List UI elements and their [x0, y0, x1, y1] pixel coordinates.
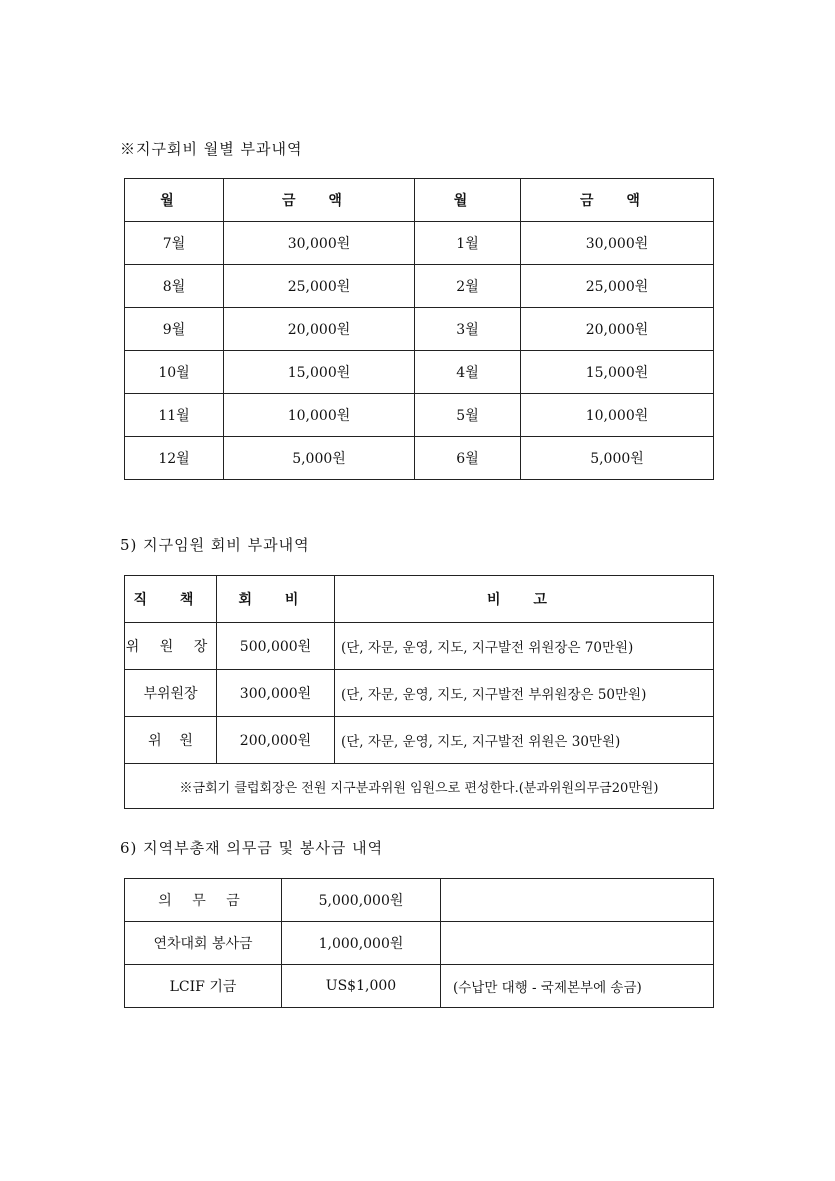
- header-amount: 금 액: [521, 179, 714, 222]
- cell-amount: 15,000원: [521, 351, 714, 394]
- table-footnote-row: [125, 764, 714, 809]
- table-row: [125, 879, 714, 922]
- cell-remarks: [441, 922, 714, 965]
- section1-title: ※지구회비 월별 부과내역: [120, 140, 303, 158]
- cell-fee: 300,000원: [217, 670, 335, 717]
- header-remarks: 비 고: [335, 576, 714, 623]
- cell-position: 위 원: [125, 717, 217, 764]
- cell-amount: 10,000원: [521, 394, 714, 437]
- cell-month: 11월: [125, 394, 224, 437]
- header-fee: 회 비: [217, 576, 335, 623]
- cell-amount: 15,000원: [224, 351, 415, 394]
- cell-remarks: [441, 879, 714, 922]
- cell-amount: 25,000원: [521, 265, 714, 308]
- cell-item: LCIF 기금: [125, 965, 282, 1008]
- cell-fee: 500,000원: [217, 623, 335, 670]
- table-row: [125, 623, 714, 670]
- table-row: [125, 351, 714, 394]
- regional-fee-table: [124, 878, 714, 1008]
- cell-month: 6월: [415, 437, 521, 480]
- table-row: [125, 965, 714, 1008]
- cell-remarks: (단, 자문, 운영, 지도, 지구발전 부위원장은 50만원): [335, 670, 714, 717]
- cell-amount: 20,000원: [521, 308, 714, 351]
- table-row: [125, 308, 714, 351]
- officer-fee-table: [124, 575, 714, 809]
- cell-amount: 30,000원: [521, 222, 714, 265]
- cell-month: 9월: [125, 308, 224, 351]
- cell-amount: 1,000,000원: [282, 922, 441, 965]
- table-row: [125, 717, 714, 764]
- header-month: 월: [125, 179, 224, 222]
- table-header-row: [125, 576, 714, 623]
- header-position: 직 책: [125, 576, 217, 623]
- table-row: [125, 670, 714, 717]
- header-amount: 금 액: [224, 179, 415, 222]
- cell-month: 5월: [415, 394, 521, 437]
- cell-amount: 5,000원: [224, 437, 415, 480]
- cell-month: 7월: [125, 222, 224, 265]
- cell-amount: 20,000원: [224, 308, 415, 351]
- cell-month: 8월: [125, 265, 224, 308]
- cell-month: 3월: [415, 308, 521, 351]
- cell-month: 12월: [125, 437, 224, 480]
- footnote: ※금회기 클럽회장은 전원 지구분과위원 임원으로 편성한다.(분과위원의무금20만원): [125, 764, 714, 809]
- cell-amount: 5,000원: [521, 437, 714, 480]
- cell-item: 연차대회 봉사금: [125, 922, 282, 965]
- table-row: [125, 922, 714, 965]
- cell-amount: US$1,000: [282, 965, 441, 1008]
- cell-item: 의 무 금: [125, 879, 282, 922]
- cell-month: 1월: [415, 222, 521, 265]
- section3-title: 6) 지역부총재 의무금 및 봉사금 내역: [120, 839, 384, 857]
- cell-month: 2월: [415, 265, 521, 308]
- cell-remarks: (단, 자문, 운영, 지도, 지구발전 위원은 30만원): [335, 717, 714, 764]
- cell-month: 10월: [125, 351, 224, 394]
- cell-amount: 30,000원: [224, 222, 415, 265]
- cell-amount: 25,000원: [224, 265, 415, 308]
- cell-month: 4월: [415, 351, 521, 394]
- table-row: [125, 222, 714, 265]
- cell-amount: 10,000원: [224, 394, 415, 437]
- monthly-fee-table: [124, 178, 714, 480]
- table-row: [125, 265, 714, 308]
- cell-position: 위 원 장: [125, 623, 217, 670]
- table-header-row: [125, 179, 714, 222]
- header-month: 월: [415, 179, 521, 222]
- table-row: [125, 437, 714, 480]
- cell-remarks: (수납만 대행 - 국제본부에 송금): [441, 965, 714, 1008]
- table-row: [125, 394, 714, 437]
- cell-amount: 5,000,000원: [282, 879, 441, 922]
- cell-remarks: (단, 자문, 운영, 지도, 지구발전 위원장은 70만원): [335, 623, 714, 670]
- cell-fee: 200,000원: [217, 717, 335, 764]
- section2-title: 5) 지구임원 회비 부과내역: [120, 536, 310, 554]
- cell-position: 부위원장: [125, 670, 217, 717]
